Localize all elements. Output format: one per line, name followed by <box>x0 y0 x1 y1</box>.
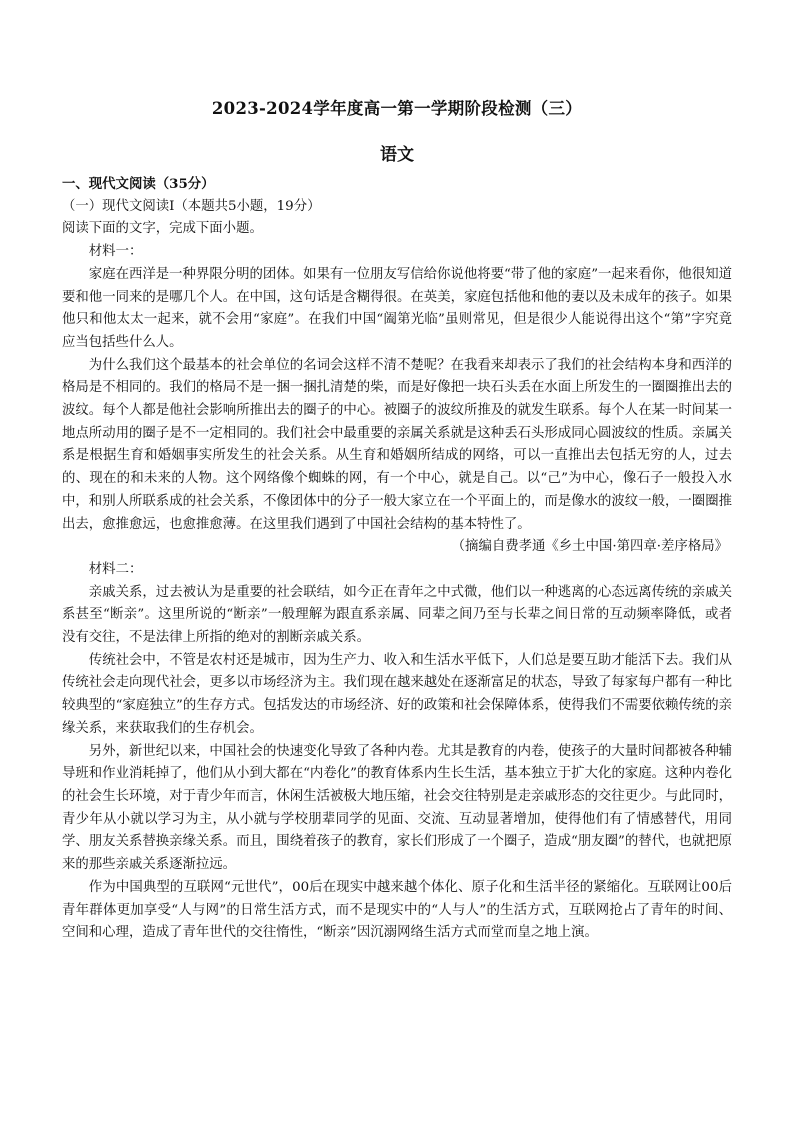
material-one-source: （摘编自费孝通《乡土中国·第四章·差序格局》 <box>451 539 728 555</box>
subject-title: 语文 <box>380 145 414 165</box>
section-subheading: （一）现代文阅读Ⅰ（本题共5小题，19分） <box>62 198 321 214</box>
material-two-label: 材料二： <box>88 561 143 577</box>
exam-title: 2023-2024学年度高一第一学期阶段检测（三） <box>211 99 583 118</box>
instruction-text: 阅读下面的文字，完成下面小题。 <box>62 221 263 237</box>
material-two-paragraph: 另外，新世纪以来，中国社会的快速变化导致了各种内卷。尤其是教育的内卷，使孩子的大量时间都被各种辅导班和作业消耗掉了，他们从小到大都在“内卷化”的教育体系内生长生活，基本独立于扩大化的家庭。这种内卷化的社会生长环境，对于青少年而言，休闲生活被极大地压缩，社会交往特别是走亲戚形态的交往更少。与此同时，青少年从小就以学习为主，从小就与学校朋辈同学的见面、交流、互动显著增加，使得他们有了情感替代，用同学、朋友关系替换亲缘关系。而且，围绕着孩子的教育，家长们形成了一个圈子，造成“朋友圈”的替代，也就把原来的那些亲戚关系逐渐拉远。 <box>62 743 732 873</box>
material-one-paragraph: 为什么我们这个最基本的社会单位的名词会这样不清不楚呢？在我看来却表示了我们的社会结构本身和西洋的格局是不相同的。我们的格局不是一捆一捆扎清楚的柴，而是好像把一块石头丢在水面上所发生的一圈圈推出去的波纹。每个人都是他社会影响所推出去的圈子的中心。被圈子的波纹所推及的就发生联系。每个人在某一时间某一地点所动用的圈子是不一定相同的。我们社会中最重要的亲属关系就是这种丢石头形成同心圆波纹的性质。亲属关系是根据生育和婚姻事实所发生的社会关系。从生育和婚姻所结成的网络，可以一直推出去包括无穷的人，过去的、现在的和未来的人物。这个网络像个蜘蛛的网，有一个中心，就是自己。以“己”为中心，像石子一般投入水中，和别人所联系成的社会关系，不像团体中的分子一般大家立在一个平面上的，而是像水的波纹一般，一圈圈推出去，愈推愈远，也愈推愈薄。在这里我们遇到了中国社会结构的基本特性了。 <box>62 357 732 532</box>
material-two-paragraph: 作为中国典型的互联网“元世代”，00后在现实中越来越个体化、原子化和生活半径的紧缩化。互联网让00后青年群体更加享受“人与网”的日常生活方式，而不是现实中的“人与人”的生活方式，互联网抢占了青年的时间、空间和心理，造成了青年世代的交往惰性，“断亲”因沉溺网络生活方式而堂而皇之地上演。 <box>62 879 732 941</box>
material-two-paragraph: 传统社会中，不管是农村还是城市，因为生产力、收入和生活水平低下，人们总是要互助才能活下去。我们从传统社会走向现代社会，更多以市场经济为主。我们现在越来越处在逐渐富足的状态，导致了每家每户都有一种比较典型的“家庭独立”的生存方式。包括发达的市场经济、好的政策和社会保障体系，使得我们不需要依赖传统的亲缘关系，来获取我们的生存机会。 <box>62 652 732 736</box>
material-two-paragraph: 亲戚关系，过去被认为是重要的社会联结，如今正在青年之中式微，他们以一种逃离的心态远离传统的亲戚关系甚至“断亲”。这里所说的“断亲”一般理解为跟直系亲属、同辈之间乃至与长辈之间日常的互动频率降低，或者没有交往，不是法律上所指的绝对的割断亲戚关系。 <box>62 584 732 646</box>
reading-section <box>62 173 732 945</box>
material-one-label: 材料一： <box>88 244 143 260</box>
section-heading: 一、现代文阅读（35分） <box>62 176 215 192</box>
material-one-paragraph: 家庭在西洋是一种界限分明的团体。如果有一位朋友写信给你说他将要“带了他的家庭”一起来看你，他很知道要和他一同来的是哪几个人。在中国，这句话是含糊得很。在英美，家庭包括他和他的妻以及未成年的孩子。如果他只和他太太一起来，就不会用“家庭”。在我们中国“阖第光临”虽则常见，但是很少人能说得出这个“第”字究竟应当包括些什么人。 <box>62 266 732 350</box>
